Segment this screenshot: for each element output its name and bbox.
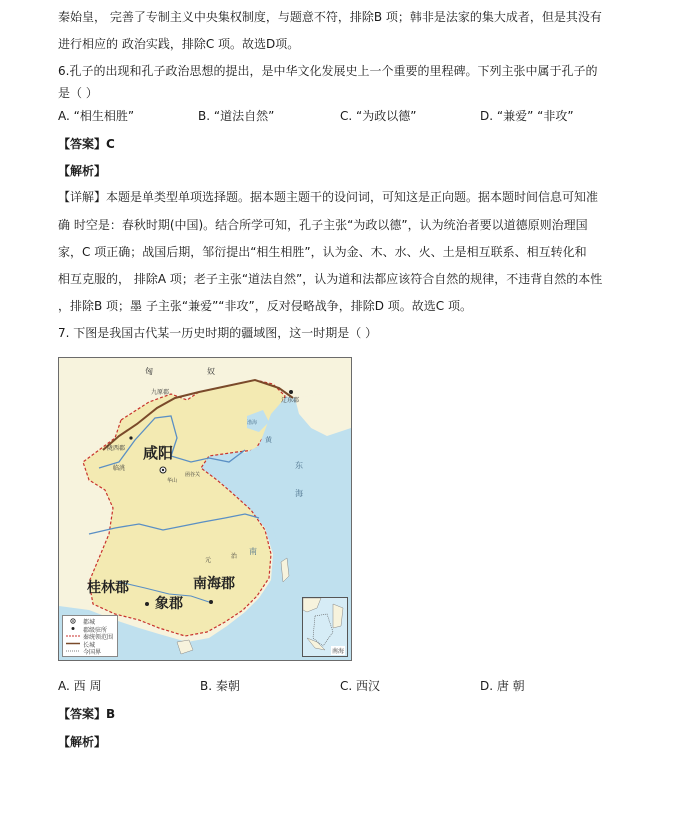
q7-option-d[interactable]: D. 唐 朝 [480,679,525,693]
q7-option-a[interactable]: A. 西 周 [58,679,102,693]
q6-detail-line-1: 【详解】本题是单类型单项选择题。据本题主题干的设问词，可知这是正向题。据本题时间信息可知准 [58,190,599,204]
q6-option-c[interactable]: C. “为政以德” [340,109,417,123]
nanhai-seat-marker [209,600,213,604]
legend-great-wall: 长城 [83,642,96,649]
label-xianyang: 咸阳 [143,444,174,462]
label-nan: 南 [249,547,257,556]
q6-detail-line-5: ，排除B 项；墨 子主张“兼爱”“非攻”，反对侵略战争，排除D 项。故选C 项。 [58,299,472,313]
hainan-island [177,640,193,654]
q6-analysis-heading: 【解析】 [58,164,107,178]
q6-detail-line-3: 家，C 项正确；战国后期，邹衍提出“相生相胜”，认为金、木、水、火、土是相互联系、相互转化和 [58,245,587,259]
label-huang: 黄 [265,436,272,444]
label-hai: 海 [295,489,303,498]
legend-territory: 秦统领范围 [83,634,114,641]
south-sea-inset [302,597,348,657]
label-nanhai: 南海郡 [193,576,235,592]
q6-option-a[interactable]: A. “相生相胜” [58,109,135,123]
legend-border: 今国界 [83,649,102,656]
q7-stem: 7. 下图是我国古代某一历史时期的疆域图，这一时期是（ ） [58,326,378,340]
map-legend [62,615,118,657]
label-dong: 东 [295,461,303,470]
label-hangu: 函谷关 [185,472,201,478]
qin-territory-map [58,357,352,661]
q6-answer: 【答案】C [58,137,115,151]
label-zhi: 治 [231,553,238,560]
q6-option-d[interactable]: D. “兼爱” “非攻” [480,109,574,123]
intro-line-1: 秦始皇， 完善了专制主义中央集权制度，与题意不符，排除B 项；韩非是法家的集大成者，但是其没有 [58,10,602,24]
label-longxi: 陇西郡 [107,445,126,452]
capital-xianyang-dot [162,469,164,471]
guilin-seat-marker [145,602,149,606]
liaodong-seat-marker [289,390,293,394]
intro-line-2: 进行相应的 政治实践，排除C 项。故选D项。 [58,37,300,51]
q7-answer: 【答案】B [58,707,116,721]
label-jiuyuan: 九原郡 [151,389,170,396]
q7-analysis-heading: 【解析】 [58,735,107,749]
legend-capital: 都城 [83,619,96,626]
label-yuan: 元 [205,557,212,564]
q6-option-b[interactable]: B. “道法自然” [198,109,275,123]
label-xiang: 象郡 [155,596,183,612]
q6-detail-line-2: 确 时空是：春秋时期(中国)。结合所学可知，孔子主张“为政以德”，认为统治者要以道德原则治理国 [58,218,588,232]
q6-stem-line-2: 是（ ） [58,86,98,100]
inset-label: 南海 [331,648,344,655]
legend-seat: 郡级驻所 [83,627,108,634]
q7-option-b[interactable]: B. 秦朝 [200,679,240,693]
label-guilin: 桂林郡 [87,580,129,596]
label-mountain: 华山 [167,478,178,484]
q6-detail-line-4: 相互克服的， 排除A 项；老子主张“道法自然”，认为道和法都应该符合自然的规律，不违背自然的本性 [58,272,603,286]
q6-stem-line-1: 6.孔子的出现和孔子政治思想的提出，是中华文化发展史上一个重要的里程碑。下列主张中属于孔子的 [58,64,598,78]
label-liaodong: 辽东郡 [281,397,300,404]
longxi-seat-marker [129,436,132,439]
label-xiongnu-1: 匈 [145,367,153,376]
q7-option-c[interactable]: C. 西汉 [340,679,381,693]
label-bohai: 渤海 [247,420,258,426]
label-lintao: 临洮 [113,465,126,472]
label-xiongnu-2: 奴 [207,367,215,376]
